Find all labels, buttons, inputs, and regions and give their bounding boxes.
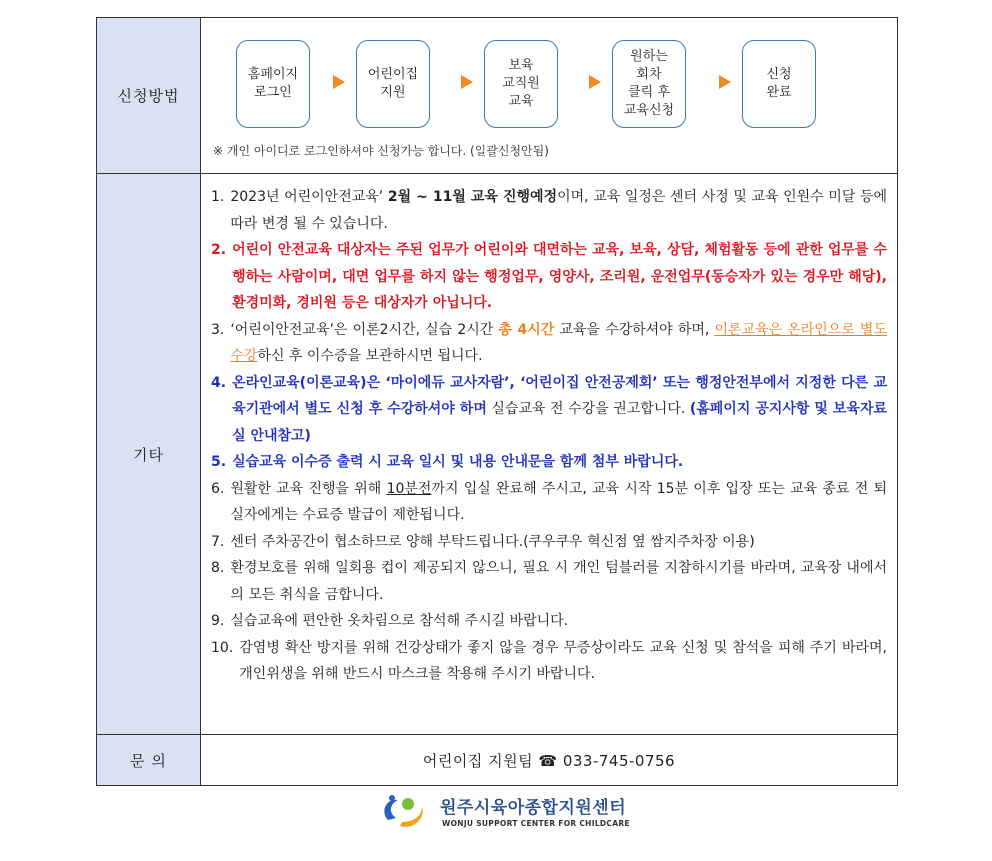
etc-item <box>211 476 887 529</box>
etc-item-segment: 온라인교육(이론교육)은 ‘마이에듀 교사자람’, ‘어린이집 안전공제회’ 또는 행정안전부에서 지정한 다른 교육기관에서 별도 신청 후 수강하셔야 하며 <box>232 374 887 417</box>
etc-item-segment: 총 4시간 <box>498 321 555 338</box>
etc-item-number: 5. <box>211 454 227 470</box>
etc-item-segment: 이론교육은 온라인으로 별도 수강 <box>230 321 887 364</box>
etc-item-segment: 어린이 안전교육 대상자는 주된 업무가 어린이와 대면하는 교육, 보육, 상담, 체험활동 등에 관한 업무를 수행하는 사람이며, 대면 업무를 하지 않는 행정업무, 영양사, 조리원, 운전업무(동승자가 있는 경우만 해당), 환경미화, 경비원 등은 대상자가 아닙니다. <box>232 242 887 311</box>
etc-item <box>211 608 887 635</box>
etc-item-segment: 2월 ~ 11월 교육 진행예정 <box>387 189 558 205</box>
etc-item <box>211 635 887 688</box>
apply-header: 신청방법 <box>97 18 201 173</box>
etc-item-number: 7. <box>211 533 225 550</box>
etc-item-segment: 환경보호를 위해 일회용 컵이 제공되지 않으니, 필요 시 개인 텀블러를 지참하시기를 바라며, 교육장 내에서의 모든 취식을 금합니다. <box>230 560 887 603</box>
etc-item-text <box>230 555 887 608</box>
logo-blue-dot <box>389 795 395 801</box>
etc-item-segment: 실습교육 전 수강을 권고합니다. <box>486 401 690 417</box>
step-staff-edu: 보육 교직원 교육 <box>484 40 558 128</box>
etc-item-segment: 이며, 교육 일정은 센터 사정 및 교육 인원수 미달 등에 따라 변경 될 수 있습니다. <box>230 189 887 232</box>
logo-title: 원주시육아종합지원센터 <box>440 798 627 818</box>
etc-item-text <box>230 184 887 237</box>
etc-item-segment: 까지 입실 완료해 주시고, 교육 시작 15분 이후 입장 또는 교육 종료 전 퇴실자에게는 수료증 발급이 제한됩니다. <box>230 480 888 523</box>
etc-item-segment: (홈페이지 공지사항 및 보육자료실 안내참고) <box>232 401 887 444</box>
apply-steps <box>201 18 897 173</box>
etc-item-segment: 10분전 <box>386 480 432 497</box>
center-logo-icon <box>378 790 438 832</box>
etc-item-segment: 감염병 확산 방지를 위해 건강상태가 좋지 않을 경우 무증상이라도 교육 신청 및 참석을 피해 주기 바라며, 개인위생을 위해 반드시 마스크를 착용해 주시기 바랍니다. <box>239 639 887 682</box>
etc-item-number: 3. <box>211 321 225 338</box>
etc-item-number: 10. <box>211 639 234 656</box>
etc-item-text <box>232 237 887 317</box>
arrow-right-icon <box>719 75 731 89</box>
etc-item-segment: 실습교육 이수증 출력 시 교육 일시 및 내용 안내문을 함께 첨부 바랍니다. <box>232 454 684 470</box>
etc-item <box>211 237 887 317</box>
etc-item-segment: ‘어린이안전교육’은 이론2시간, 실습 2시간 <box>230 321 499 338</box>
etc-item-segment: 실습교육에 편안한 옷차림으로 참석해 주시길 바랍니다. <box>230 613 569 629</box>
step-select-session: 원하는 회차 클릭 후 교육신청 <box>612 40 686 128</box>
logo-blue-swoosh <box>384 800 398 820</box>
step-login: 홈페이지 로그인 <box>236 40 310 128</box>
logo-orange-swoosh <box>400 806 423 827</box>
contact-header: 문 의 <box>97 735 201 785</box>
step-complete: 신청 완료 <box>742 40 816 128</box>
arrow-right-icon <box>589 75 601 89</box>
arrow-right-icon <box>461 75 473 89</box>
etc-item-number: 8. <box>211 560 225 576</box>
etc-item-text <box>239 635 887 688</box>
contact-info: 어린이집 지원팀 ☎ 033-745-0756 <box>422 751 676 770</box>
info-table <box>96 17 898 786</box>
etc-item-number: 6. <box>211 480 225 497</box>
etc-header: 기타 <box>97 174 201 734</box>
step-daycare: 어린이집 지원 <box>356 40 430 128</box>
arrow-right-icon <box>333 75 345 89</box>
apply-row <box>97 18 897 174</box>
etc-item <box>211 449 887 476</box>
etc-list <box>201 174 897 734</box>
etc-item-number: 4. <box>211 374 227 391</box>
logo-subtitle: WONJU SUPPORT CENTER FOR CHILDCARE <box>442 819 630 828</box>
etc-item-text <box>232 370 887 450</box>
etc-item <box>211 317 887 370</box>
etc-item <box>211 555 887 608</box>
etc-item <box>211 370 887 450</box>
etc-item-text <box>230 317 887 370</box>
etc-item-text <box>230 529 887 556</box>
etc-item <box>211 529 887 556</box>
etc-item-text <box>230 608 887 635</box>
apply-note: ※ 개인 아이디로 로그인하셔야 신청가능 합니다. (일괄신청안됨) <box>213 144 549 158</box>
etc-item-text <box>232 449 887 476</box>
contact-row <box>97 735 897 785</box>
etc-item-number: 2. <box>211 242 227 258</box>
etc-item-segment: 교육을 수강하셔야 하며, <box>554 321 715 338</box>
etc-item-segment: 센터 주차공간이 협소하므로 양해 부탁드립니다.(쿠우쿠우 혁신점 옆 쌈지주차장 이용) <box>230 533 755 550</box>
etc-item-segment: 원활한 교육 진행을 위해 <box>230 480 387 497</box>
logo-green-dot <box>402 798 414 810</box>
etc-item-text <box>230 476 887 529</box>
etc-row <box>97 174 897 735</box>
etc-item-segment: 2023년 어린이안전교육’ <box>230 189 388 205</box>
etc-item-number: 9. <box>211 613 225 629</box>
etc-item-segment: 하신 후 이수증을 보관하시면 됩니다. <box>257 348 483 364</box>
etc-item-number: 1. <box>211 189 225 205</box>
etc-item <box>211 184 887 237</box>
